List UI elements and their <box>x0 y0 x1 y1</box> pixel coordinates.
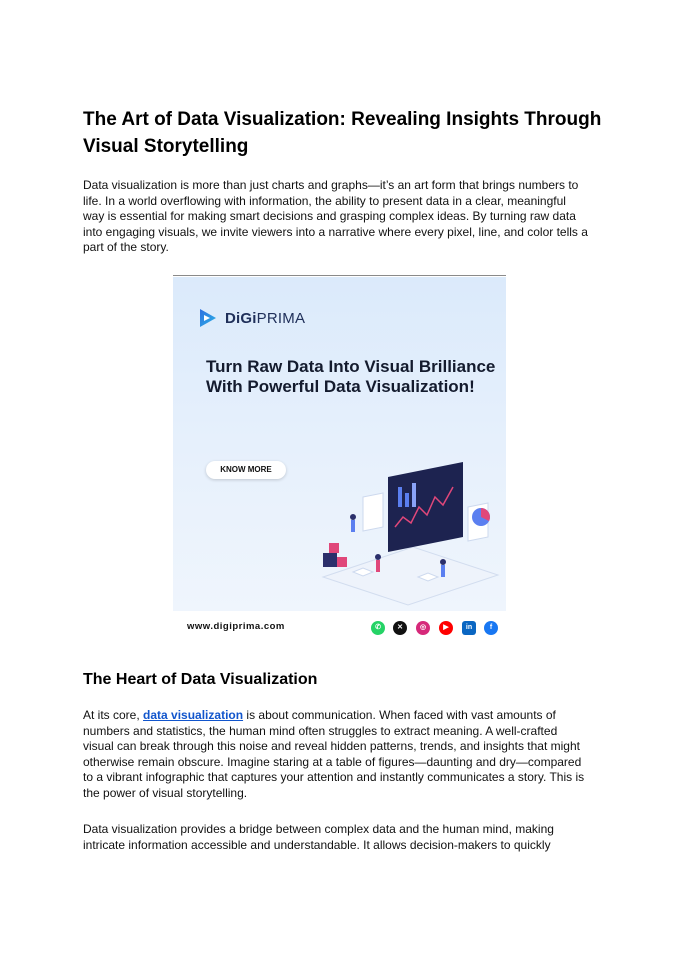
bridge-paragraph: Data visualization provides a bridge between complex data and the human mind, making intricate information accessible and understandable. It allows decision-makers to quickly <box>83 822 554 852</box>
intro-paragraph: Data visualization is more than just charts and graphs—it’s an art form that brings numbers to life. In a world overflowing with information, the ability to present data in a clear, meaningful way is essential for making smart decisions and grasping complex ideas. By turning raw data into engaging visuals, we invite viewers into a narrative where every pixel, line, and color tells a part of the story. <box>83 178 588 255</box>
section-heading: The Heart of Data Visualization <box>83 671 318 688</box>
brand-name <box>225 310 305 327</box>
website-url[interactable]: www.digiprima.com <box>187 621 285 632</box>
heart-paragraph <box>83 708 588 802</box>
banner-headline: Turn Raw Data Into Visual Brilliance With Powerful Data Visualization! <box>206 357 496 396</box>
article-title: The Art of Data Visualization: Revealing Insights Through Visual Storytelling <box>83 109 602 157</box>
linkedin-icon[interactable]: in <box>462 621 476 635</box>
brand-name-bold: DiGi <box>225 310 257 327</box>
facebook-icon[interactable]: f <box>484 621 498 635</box>
brand-name-light: PRIMA <box>256 310 306 327</box>
digiprima-logo-icon <box>197 307 219 329</box>
promo-banner-image <box>173 277 506 645</box>
x-icon[interactable]: ✕ <box>393 621 407 635</box>
youtube-icon[interactable]: ▶ <box>439 621 453 635</box>
banner-footer <box>173 611 506 645</box>
divider-line <box>173 275 506 276</box>
data-dashboard-illustration <box>303 457 503 607</box>
data-visualization-link[interactable]: data visualization <box>143 708 244 722</box>
p2-lead-text: At its core, <box>83 708 144 722</box>
know-more-button[interactable]: KNOW MORE <box>206 461 286 479</box>
whatsapp-icon[interactable]: ✆ <box>371 621 385 635</box>
p2-rest-text: is about communication. When faced with vast amounts of numbers and statistics, the human mind often struggles to extract meaning. A well-crafted visual can break through this noise and reveal hidden patterns, trends, and insights that might otherwise remain obscure. Imagine staring at a table of figures—daunting and dry—compared to a vibrant infographic that captures your attention and instantly communicates a story. This is the power of visual storytelling. <box>83 708 585 800</box>
instagram-icon[interactable]: ◎ <box>416 621 430 635</box>
